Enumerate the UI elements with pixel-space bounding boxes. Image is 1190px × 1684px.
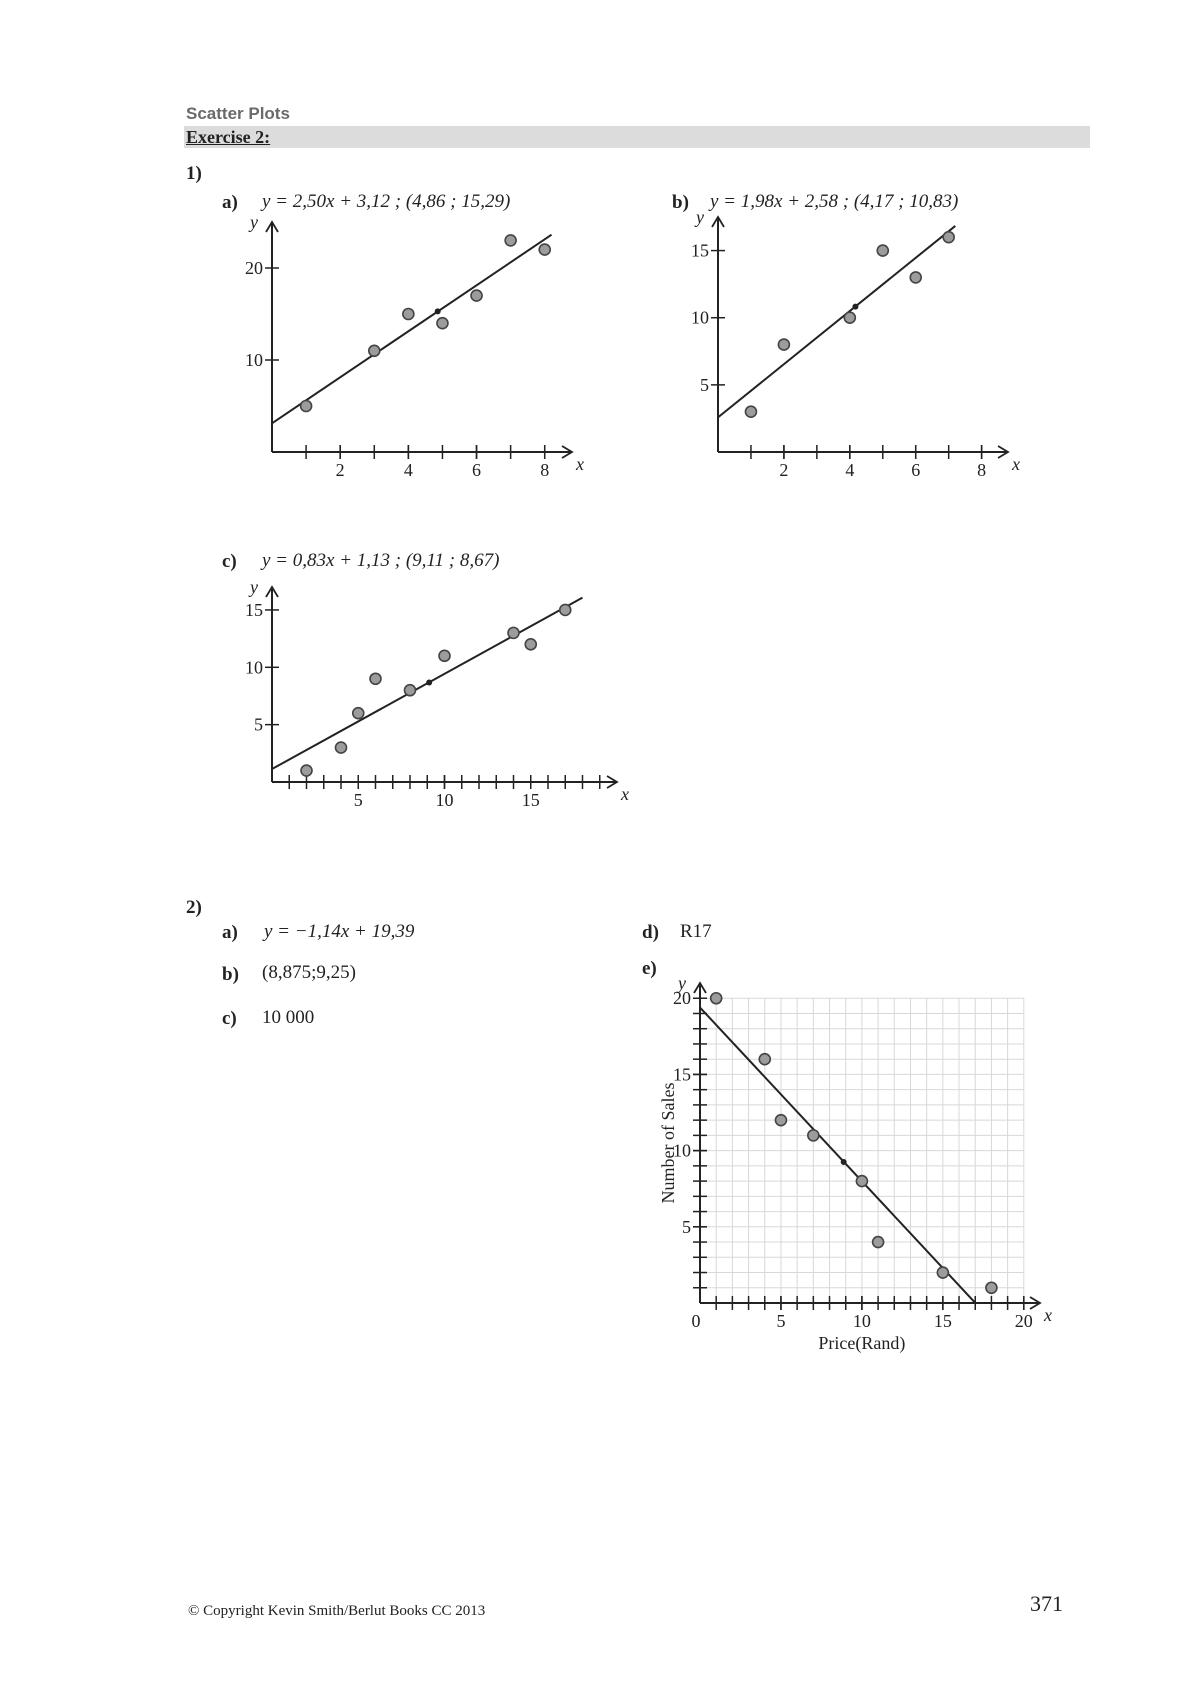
- q2b-label: b): [222, 964, 239, 985]
- question-1-number: 1): [186, 163, 202, 184]
- y-tick-label: 5: [254, 714, 263, 735]
- x-tick-label: 2: [335, 460, 345, 480]
- x-axis-letter: x: [576, 454, 584, 474]
- y-tick-label: 10: [673, 1140, 691, 1161]
- q2a-answer: y = −1,14x + 19,39: [264, 921, 415, 942]
- data-point: [353, 708, 364, 719]
- y-axis-letter: y: [250, 212, 258, 232]
- chart-2e: [658, 968, 1110, 1368]
- q1c-equation: y = 0,83x + 1,13 ; (9,11 ; 8,67): [262, 550, 500, 571]
- chart-1c: [240, 575, 640, 880]
- q2c-label: c): [222, 1008, 237, 1029]
- data-point: [808, 1130, 819, 1141]
- q1b-equation: y = 1,98x + 2,58 ; (4,17 ; 10,83): [710, 191, 959, 212]
- y-tick-label: 20: [673, 988, 691, 1009]
- data-point: [301, 401, 312, 412]
- data-point: [775, 1115, 786, 1126]
- mean-point: [841, 1159, 847, 1165]
- mean-point: [426, 680, 432, 686]
- data-point: [778, 339, 789, 350]
- x-tick-label: 2: [779, 460, 789, 480]
- y-tick-label: 5: [682, 1216, 691, 1237]
- data-point: [437, 318, 448, 329]
- exercise-title: Exercise 2:: [186, 127, 271, 147]
- y-tick-label: 10: [691, 307, 709, 328]
- data-point: [759, 1054, 770, 1065]
- chart-1b: [690, 207, 1040, 530]
- y-tick-label: 15: [673, 1064, 691, 1085]
- copyright-notice: © Copyright Kevin Smith/Berlut Books CC 2013: [188, 1603, 486, 1619]
- y-tick-label: 10: [245, 657, 263, 678]
- y-tick-label: 5: [700, 374, 709, 395]
- x-tick-label: 5: [776, 1311, 786, 1331]
- section-title: Scatter Plots: [186, 104, 290, 123]
- chart-1a: [240, 212, 600, 530]
- data-point: [937, 1267, 948, 1278]
- y-axis-letter: y: [696, 207, 704, 227]
- trend-line: [700, 1008, 975, 1303]
- x-axis-letter: x: [621, 784, 629, 804]
- x-tick-label: 5: [353, 790, 363, 810]
- q2b-answer: (8,875;9,25): [262, 962, 356, 983]
- q2e-label: e): [642, 958, 657, 979]
- data-point: [943, 232, 954, 243]
- data-point: [844, 312, 855, 323]
- q1a-label: a): [222, 192, 238, 213]
- x-axis-letter: x: [1012, 454, 1020, 474]
- data-point: [403, 309, 414, 320]
- data-point: [986, 1282, 997, 1293]
- y-axis-title: Number of Sales: [658, 1082, 678, 1204]
- data-point: [369, 345, 380, 356]
- q1b-label: b): [672, 192, 689, 213]
- x-tick-label: 6: [472, 460, 482, 480]
- data-point: [856, 1176, 867, 1187]
- x-tick-label: 4: [845, 460, 855, 480]
- trend-line: [272, 235, 552, 424]
- q2d-label: d): [642, 922, 659, 943]
- q2d-answer: R17: [680, 921, 712, 942]
- y-axis-letter: y: [250, 577, 258, 597]
- data-point: [711, 993, 722, 1004]
- mean-point: [435, 308, 441, 314]
- trend-line: [718, 226, 955, 417]
- x-tick-label: 10: [435, 790, 454, 810]
- origin-label: 0: [691, 1311, 701, 1331]
- y-tick-label: 15: [691, 240, 709, 261]
- x-tick-label: 15: [521, 790, 540, 810]
- y-tick-label: 15: [245, 599, 263, 620]
- y-axis-letter: y: [678, 973, 686, 993]
- y-tick-label: 10: [245, 350, 263, 370]
- data-point: [877, 245, 888, 256]
- q1c-label: c): [222, 551, 237, 572]
- data-point: [745, 406, 756, 417]
- x-tick-label: 15: [933, 1311, 952, 1331]
- data-point: [336, 742, 347, 753]
- q2a-label: a): [222, 922, 238, 943]
- x-axis-title: Price(Rand): [818, 1333, 906, 1353]
- x-tick-label: 4: [403, 460, 413, 480]
- page-number: 371: [1030, 1591, 1063, 1616]
- x-tick-label: 6: [911, 460, 921, 480]
- data-point: [505, 235, 516, 246]
- x-tick-label: 10: [852, 1311, 871, 1331]
- data-point: [525, 639, 536, 650]
- data-point: [370, 673, 381, 684]
- data-point: [508, 627, 519, 638]
- x-axis-letter: x: [1044, 1305, 1052, 1325]
- data-point: [439, 650, 450, 661]
- x-tick-label: 8: [540, 460, 550, 480]
- data-point: [301, 765, 312, 776]
- data-point: [539, 244, 550, 255]
- data-point: [873, 1237, 884, 1248]
- q2c-answer: 10 000: [262, 1007, 315, 1028]
- q1a-equation: y = 2,50x + 3,12 ; (4,86 ; 15,29): [262, 191, 511, 212]
- x-tick-label: 20: [1014, 1311, 1033, 1331]
- question-2-number: 2): [186, 897, 202, 918]
- data-point: [910, 272, 921, 283]
- data-point: [471, 290, 482, 301]
- mean-point: [852, 304, 858, 310]
- y-tick-label: 20: [245, 258, 263, 278]
- data-point: [405, 685, 416, 696]
- exercise-header-bar: [184, 126, 1090, 148]
- x-tick-label: 8: [977, 460, 987, 480]
- data-point: [560, 604, 571, 615]
